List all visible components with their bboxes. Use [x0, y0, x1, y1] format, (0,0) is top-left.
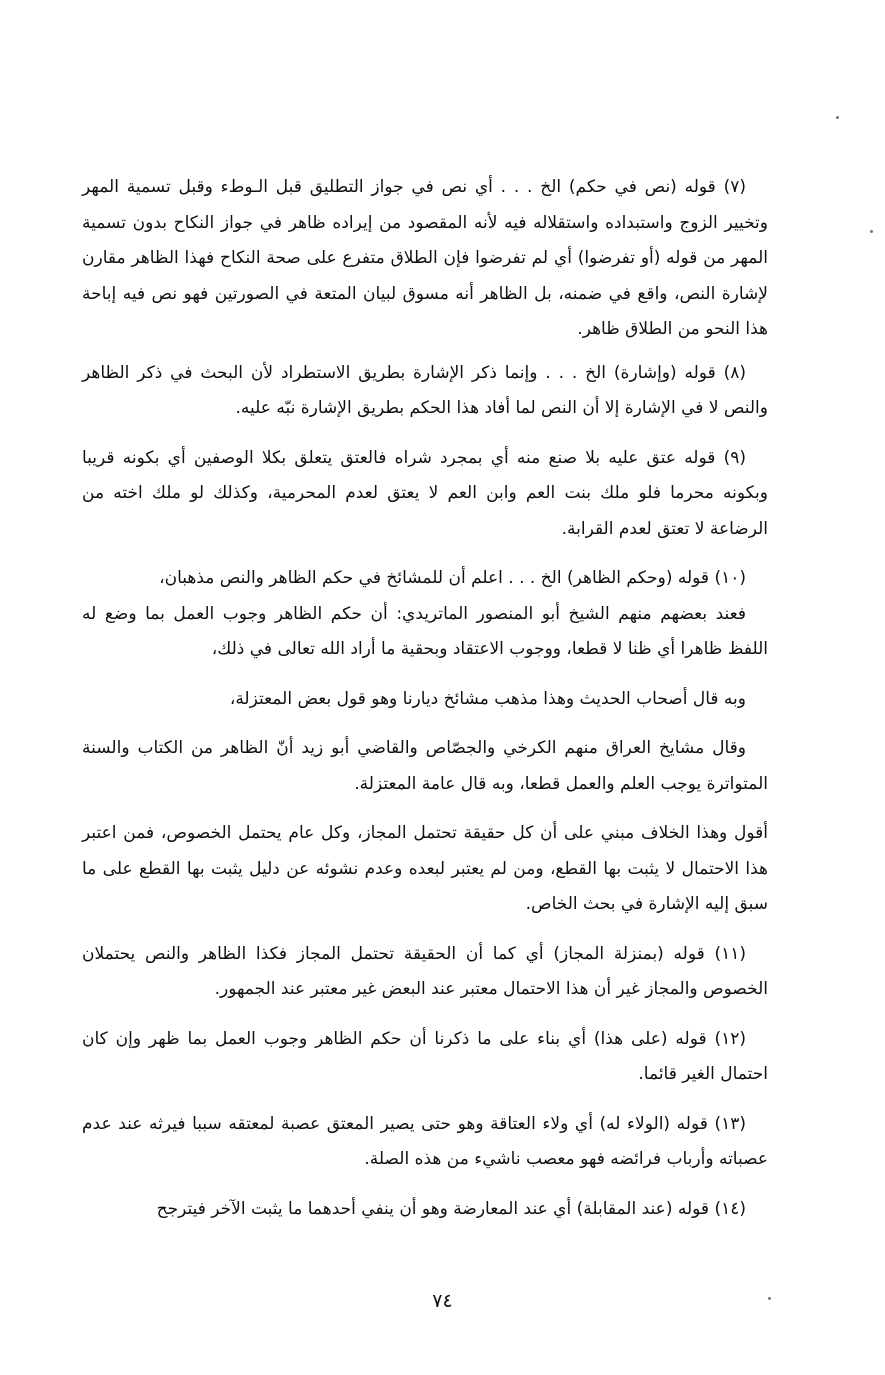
note-7: (٧) قوله (نص في حكم) الخ . . . أي نص في جواز التطليق قبل الـوطء وقبل تسمية المهر وتخيير الزوج واستبداده واستقلاله فيه لأنه المقصود من إيراده ظاهر في جواز النكاح بدون تسمية المهر من قوله (أو تفرضوا) أي لم تفرضوا فإن الطلاق متفرع على صحة النكاح فهذا الظاهر مقارن لإشارة النص، واقع في ضمنه، بل الظاهر أنه مسوق لبيان المتعة في الصورتين فهو نص فيه إباحة هذا النحو من الطلاق ظاهر.: [82, 177, 768, 339]
note-8: (٨) قوله (وإشارة) الخ . . . وإنما ذكر الإشارة بطريق الاستطراد لأن البحث في ذكر الظاهر والنص لا في الإشارة إلا أن النص لما أفاد هذا الحكم بطريق الإشارة نبّه عليه.: [82, 362, 768, 418]
note-11: (١١) قوله (بمنزلة المجاز) أي كما أن الحقيقة تحتمل المجاز فكذا الظاهر والنص يحتملان الخصوص والمجاز غير أن هذا الاحتمال معتبر عند البعض غير معتبر عند الجمهور.: [82, 943, 768, 999]
note-12: (١٢) قوله (على هذا) أي بناء على ما ذكرنا أن حكم الظاهر وجوب العمل بما ظهر وإن كان احتمال الغير قائما.: [82, 1028, 768, 1084]
scan-speck: [836, 116, 839, 119]
scan-speck: [768, 1297, 771, 1300]
scan-speck: [870, 230, 873, 233]
page-body: [82, 170, 768, 1300]
author-comment: أقول وهذا الخلاف مبني على أن كل حقيقة تحتمل المجاز، وكل عام يحتمل الخصوص، فمن اعتبر هذا الاحتمال لا يثبت بها القطع، ومن لم يعتبر لبعده وعدم نشوئه عن دليل يثبت بها القطع على ما سبق إليه الإشارة في بحث الخاص.: [82, 823, 768, 914]
note-14: (١٤) قوله (عند المقابلة) أي عند المعارضة وهو أن ينفي أحدهما ما يثبت الآخر فيترجح: [156, 1198, 746, 1219]
note-10-iraq: وقال مشايخ العراق منهم الكرخي والجصّاص والقاضي أبو زيد أنّ الظاهر من الكتاب والسنة المتواترة يوجب العلم والعمل قطعا، وبه قال عامة المعتزلة.: [82, 738, 768, 794]
page-number: ٧٤: [432, 1290, 453, 1312]
note-10-continued: فعند بعضهم منهم الشيخ أبو المنصور الماتريدي: أن حكم الظاهر وجوب العمل بما وضع له اللفظ ظاهرا أي ظنا لا قطعا، ووجوب الاعتقاد وبحقية ما أراد الله تعالى في ذلك،: [82, 603, 768, 659]
note-13: (١٣) قوله (الولاء له) أي ولاء العتاقة وهو حتى يصير المعتق عصبة لمعتقه سببا فيرثه عند عدم عصباته وأرباب فرائضه فهو معصب ناشيء من هذه الصلة.: [82, 1113, 768, 1169]
note-10-hadith: وبه قال أصحاب الحديث وهذا مذهب مشائخ ديارنا وهو قول بعض المعتزلة،: [229, 688, 746, 709]
note-10: (١٠) قوله (وحكم الظاهر) الخ . . . اعلم أن للمشائخ في حكم الظاهر والنص مذهبان،: [159, 568, 746, 588]
note-9: (٩) قوله عتق عليه بلا صنع منه أي بمجرد شراه فالعتق يتعلق بكلا الوصفين أي بكونه قريبا وبكونه محرما فلو ملك بنت العم وابن العم لا يعتق لعدم المحرمية، وكذلك لو ملك اخته من الرضاعة لا تعتق لعدم القرابة.: [82, 447, 768, 539]
